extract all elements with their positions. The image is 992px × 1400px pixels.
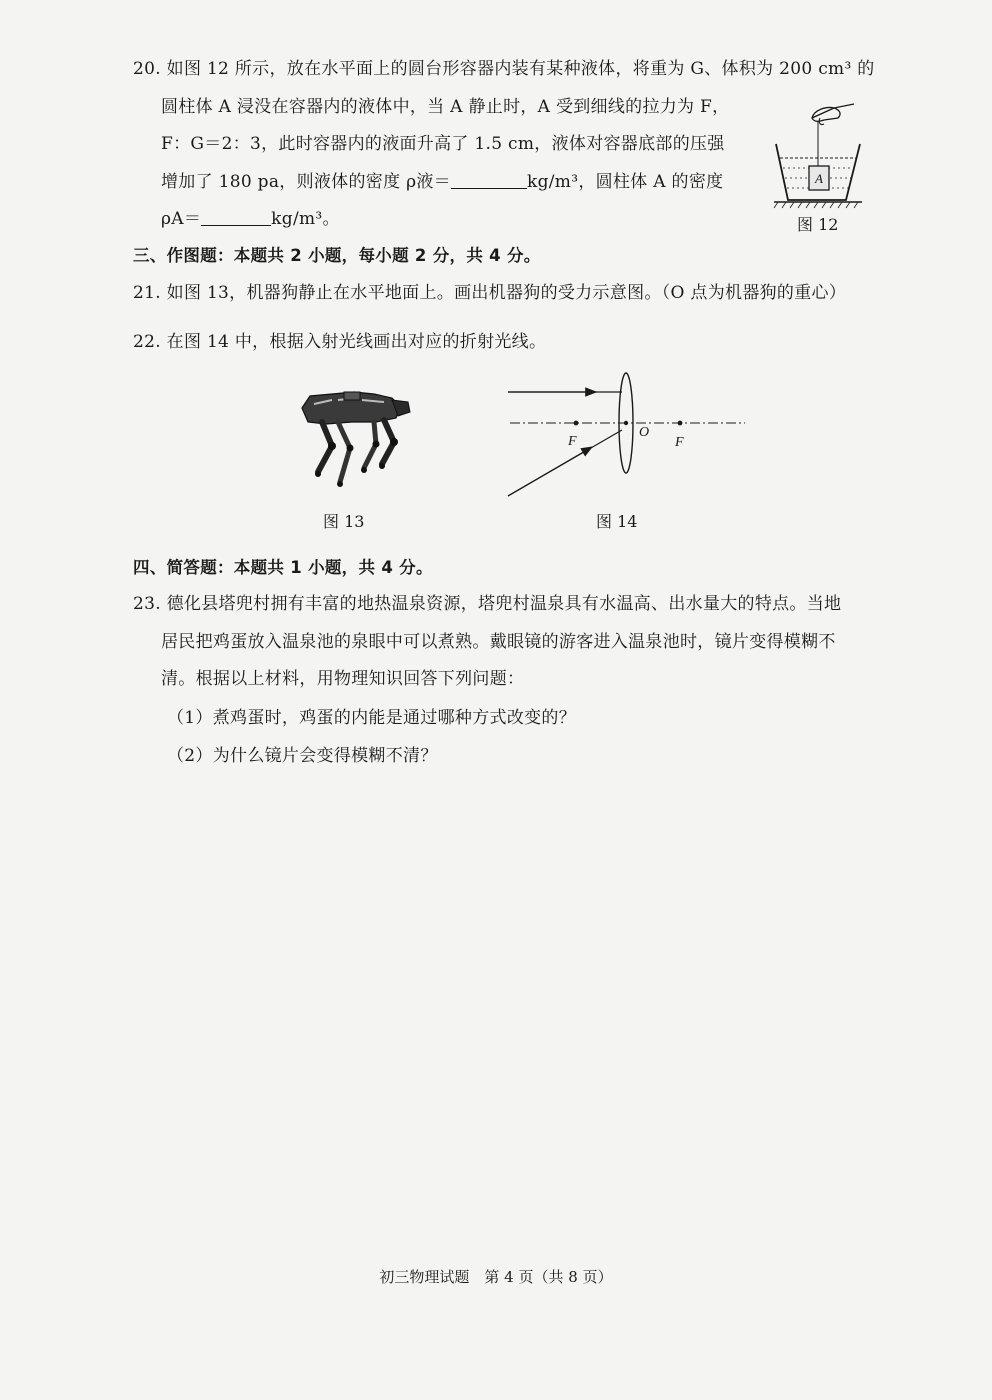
answer-blank-cylinder-density[interactable] [201, 209, 271, 226]
q20-line-5-text-a: ρA＝ [161, 209, 202, 229]
section-3-heading: 三、作图题：本题共 2 小题，每小题 2 分，共 4 分。 [133, 246, 541, 265]
q23-line-1: 23. 德化县塔兜村拥有丰富的地热温泉资源，塔兜村温泉具有水温高、出水量大的特点。当地 [133, 594, 842, 614]
figure-12-container-diagram [768, 96, 868, 214]
q23-sub-question-2: （2）为什么镜片会变得模糊不清？ [167, 746, 438, 766]
q20-line-5-text-b: kg/m³。 [271, 209, 340, 229]
q21-text: 21. 如图 13，机器狗静止在水平地面上。画出机器狗的受力示意图。（O 点为机器狗的重心） [133, 283, 847, 303]
q20-line-5 [161, 207, 340, 231]
q23-sub-question-1: （1）煮鸡蛋时，鸡蛋的内能是通过哪种方式改变的？ [167, 708, 577, 728]
q20-line-2: 圆柱体 A 浸没在容器内的液体中，当 A 静止时，A 受到细线的拉力为 F， [161, 97, 730, 117]
page-footer: 初三物理试题 第 4 页（共 8 页） [379, 1268, 613, 1286]
q22-text: 22. 在图 14 中，根据入射光线画出对应的折射光线。 [133, 332, 547, 352]
label-focus-right: F [675, 435, 684, 450]
figure-14-lens-diagram [500, 368, 750, 502]
label-focus-left: F [568, 434, 577, 449]
q20-line-4 [161, 170, 723, 194]
figure-13-robot-dog [292, 386, 416, 494]
q20-line-1: 20. 如图 12 所示，放在水平面上的圆台形容器内装有某种液体，将重为 G、体积为 200 cm³ 的 [133, 59, 875, 79]
q20-line-4-text-a: 增加了 180 pa，则液体的密度 ρ液＝ [161, 172, 451, 192]
q20-line-4-text-b: kg/m³，圆柱体 A 的密度 [526, 172, 724, 192]
figure-14-caption: 图 14 [596, 512, 638, 531]
q23-line-2: 居民把鸡蛋放入温泉池的泉眼中可以煮熟。戴眼镜的游客进入温泉池时，镜片变得模糊不 [161, 632, 836, 652]
figure-13-caption: 图 13 [323, 512, 365, 531]
q23-line-3: 清。根据以上材料，用物理知识回答下列问题： [161, 669, 525, 689]
label-optical-center: O [639, 425, 650, 440]
figure-12-caption: 图 12 [797, 215, 839, 234]
section-4-heading: 四、简答题：本题共 1 小题，共 4 分。 [133, 558, 433, 577]
figure-12-label-a: A [815, 171, 823, 186]
answer-blank-liquid-density[interactable] [451, 172, 527, 189]
q20-line-3: F：G＝2：3，此时容器内的液面升高了 1.5 cm，液体对容器底部的压强 [161, 134, 725, 154]
